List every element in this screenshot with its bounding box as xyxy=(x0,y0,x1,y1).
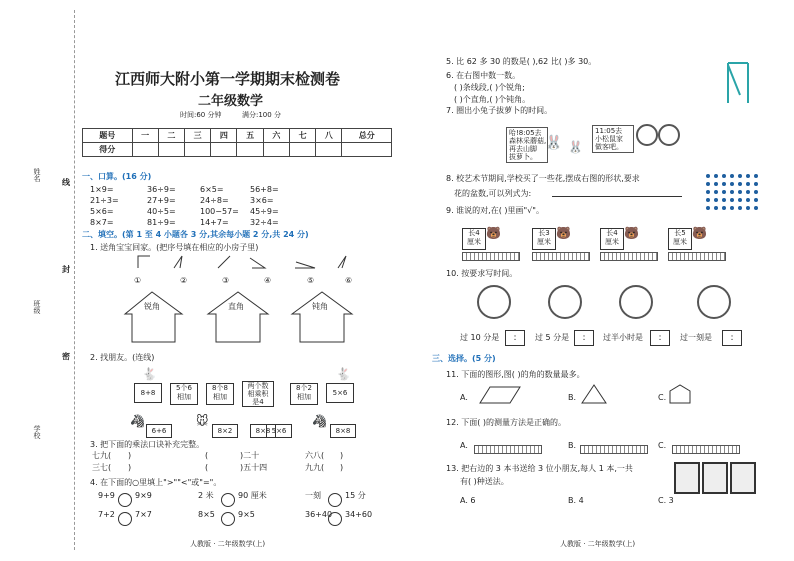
score-header: 五 xyxy=(237,129,263,143)
pentagon-shape xyxy=(670,385,690,403)
score-cell[interactable] xyxy=(211,143,237,157)
compare-right: 9×9 xyxy=(135,491,152,500)
q6-line-a: ( )条线段,( )个锐角; xyxy=(454,83,525,92)
speech-bubble-1: 哈!8:05去 森林采蘑菇, 再去山脚 拔萝卜。 xyxy=(506,127,548,163)
flower-dot xyxy=(722,198,726,202)
q11-option[interactable]: A. xyxy=(460,393,468,402)
flower-dot xyxy=(754,190,758,194)
flower-dot xyxy=(738,190,742,194)
score-info: 满分:100 分 xyxy=(242,111,281,119)
compare-circle[interactable] xyxy=(221,508,235,527)
angle-3 xyxy=(218,256,230,268)
oral-item: 3×6= xyxy=(250,196,274,205)
bottom-card[interactable]: 8×8 xyxy=(330,424,356,438)
q10-label: 过 5 分是 xyxy=(535,333,570,342)
q10-text: 10. 按要求写时间。 xyxy=(446,269,518,278)
angle-4 xyxy=(250,258,265,268)
side-label-class: 班级 xyxy=(33,300,41,314)
ruler xyxy=(462,252,520,261)
flower-dot xyxy=(754,182,758,186)
mult-item: ( xyxy=(205,451,209,460)
angle-num: ① xyxy=(134,276,142,285)
oral-item: 6×5= xyxy=(200,185,224,194)
q10-label: 过一刻是 xyxy=(680,333,712,342)
lines-figure xyxy=(720,55,760,110)
compare-circle[interactable] xyxy=(328,508,342,527)
q8-answer-line[interactable] xyxy=(552,196,682,197)
mult-item: ( xyxy=(205,463,209,472)
angle-6 xyxy=(338,256,346,268)
bear-icon: 🐻 xyxy=(624,226,639,240)
score-header: 八 xyxy=(316,129,342,143)
flower-dot xyxy=(722,190,726,194)
angle-5 xyxy=(295,262,315,268)
flower-dot xyxy=(746,182,750,186)
flower-dot xyxy=(722,206,726,210)
side-mark-secret: 密 xyxy=(62,352,70,361)
flower-dot xyxy=(730,182,734,186)
triangle-shape xyxy=(582,385,606,403)
compare-right: 7×7 xyxy=(135,510,152,519)
book-icon xyxy=(730,462,756,494)
bottom-card[interactable]: 8×8 xyxy=(250,424,276,438)
compare-right: 34+60 xyxy=(345,510,373,519)
flower-dot xyxy=(714,198,718,202)
right-footer: 人教版 · 二年级数学(上) xyxy=(560,540,636,548)
compare-left: 2 米 xyxy=(198,491,214,500)
q2-text: 2. 找朋友。(连线) xyxy=(90,353,155,362)
q3-text: 3. 把下面的乘法口诀补充完整。 xyxy=(90,440,205,449)
compare-left: 36+40 xyxy=(305,510,333,519)
bear-icon: 🐻 xyxy=(486,226,501,240)
side-mark-line: 线 xyxy=(62,178,70,187)
bear-icon: 🐻 xyxy=(692,226,707,240)
ruler xyxy=(474,445,542,454)
q10-label: 过半小时是 xyxy=(603,333,643,342)
flower-dot xyxy=(706,182,710,186)
mult-item: ) xyxy=(128,451,132,460)
flower-dot xyxy=(714,182,718,186)
oral-item: 36÷9= xyxy=(147,185,176,194)
q6-line-b: ( )个直角,( )个钝角。 xyxy=(454,95,531,104)
compare-left: 9+9 xyxy=(98,491,115,500)
q12-option[interactable]: C. xyxy=(658,441,667,450)
house-obtuse xyxy=(292,292,352,342)
ruler xyxy=(668,252,726,261)
flower-dot xyxy=(738,182,742,186)
flower-dot xyxy=(754,198,758,202)
angle-num: ② xyxy=(180,276,188,285)
shapes-figure xyxy=(470,383,710,409)
q13-text-2: 有( )种送法。 xyxy=(460,477,509,486)
q13-option[interactable]: A. 6 xyxy=(460,496,476,505)
house-label: 锐角 xyxy=(144,302,160,311)
q7-text: 7. 圈出小兔子拔萝卜的时间。 xyxy=(446,106,553,115)
flower-dot xyxy=(706,174,710,178)
q5-text: 5. 比 62 多 30 的数是( ),62 比( )多 30。 xyxy=(446,57,597,66)
score-cell[interactable] xyxy=(342,143,392,157)
mult-item: ) xyxy=(340,463,344,472)
oral-item: 24÷8= xyxy=(200,196,229,205)
time-answer-box[interactable]: : xyxy=(574,330,594,346)
flower-dot xyxy=(722,182,726,186)
angles-figure xyxy=(120,252,370,292)
flower-dot xyxy=(754,174,758,178)
score-header: 题号 xyxy=(83,129,133,143)
compare-left: 8×5 xyxy=(198,510,215,519)
score-row-label: 得分 xyxy=(83,143,133,157)
q11-text: 11. 下面的图形,图( )的角的数量最多。 xyxy=(446,370,585,379)
oral-item: 27+9= xyxy=(147,196,176,205)
houses-figure xyxy=(120,290,380,345)
mult-item: 七九( xyxy=(92,451,112,460)
top-card[interactable]: 两个数 相乘积 是4 xyxy=(242,381,274,407)
time-answer-box[interactable]: : xyxy=(650,330,670,346)
flower-dot xyxy=(738,206,742,210)
section2-title: 二、填空。(第 1 至 4 小题各 3 分,其余每小题 2 分,共 24 分) xyxy=(82,230,309,239)
q8-text-2: 花的盆数,可以列式为: xyxy=(454,189,532,198)
ruler xyxy=(672,445,740,454)
score-cell[interactable] xyxy=(263,143,289,157)
flower-dot xyxy=(730,198,734,202)
rabbit-icon: 🐇 xyxy=(142,367,157,381)
flower-dots xyxy=(706,174,766,219)
flower-dot xyxy=(746,174,750,178)
oral-item: 21÷3= xyxy=(90,196,119,205)
clock-icon[interactable] xyxy=(636,124,658,146)
time-answer-box[interactable]: : xyxy=(722,330,742,346)
rabbit-icon: 🐇 xyxy=(336,367,351,381)
score-cell[interactable] xyxy=(132,143,158,157)
score-cell[interactable] xyxy=(289,143,315,157)
compare-circle[interactable] xyxy=(118,489,132,508)
flower-dot xyxy=(730,174,734,178)
q9-label: 长4 厘米 xyxy=(600,228,624,250)
binding-line xyxy=(74,10,75,550)
score-header: 三 xyxy=(185,129,211,143)
oral-item: 14+7= xyxy=(200,218,229,227)
oral-item: 56+8= xyxy=(250,185,279,194)
q12-option[interactable]: B. xyxy=(568,441,577,450)
q13-option[interactable]: C. 3 xyxy=(658,496,674,505)
bear-icon: 🐻 xyxy=(556,226,571,240)
angle-num: ⑤ xyxy=(307,276,315,285)
exam-title: 江西师大附小第一学期期末检测卷 xyxy=(115,70,341,88)
score-cell[interactable] xyxy=(158,143,184,157)
mult-item: )二十 xyxy=(240,451,260,460)
book-icon xyxy=(702,462,728,494)
q9-label: 长4 厘米 xyxy=(462,228,486,250)
mult-item: 三七( xyxy=(92,463,112,472)
q13-text: 13. 把右边的 3 本书送给 3 位小朋友,每人 1 本,一共 xyxy=(446,464,633,473)
bottom-card[interactable]: 8×2 xyxy=(212,424,238,438)
section3-title: 三、选择。(5 分) xyxy=(432,354,496,363)
house-label: 直角 xyxy=(228,302,244,311)
oral-item: 1×9= xyxy=(90,185,114,194)
ruler xyxy=(532,252,590,261)
score-cell[interactable] xyxy=(237,143,263,157)
angle-2 xyxy=(174,256,182,268)
q11-option[interactable]: B. xyxy=(568,393,577,402)
angle-num: ④ xyxy=(264,276,272,285)
animal-icon: 🦓 xyxy=(312,414,327,428)
score-header: 七 xyxy=(289,129,315,143)
q9-label: 长5 厘米 xyxy=(668,228,692,250)
bottom-card[interactable]: 5×6 xyxy=(266,424,292,438)
side-label-school: 学校 xyxy=(33,425,41,439)
flower-dot xyxy=(714,174,718,178)
flower-dot xyxy=(738,174,742,178)
oral-item: 40÷5= xyxy=(147,207,176,216)
top-card[interactable]: 8个2 相加 xyxy=(290,383,318,405)
q13-option[interactable]: B. 4 xyxy=(568,496,584,505)
score-header: 一 xyxy=(132,129,158,143)
score-header: 总分 xyxy=(342,129,392,143)
house-acute xyxy=(125,292,182,342)
top-card[interactable]: 5×6 xyxy=(326,383,354,403)
flower-dot xyxy=(722,174,726,178)
house-right xyxy=(208,292,268,342)
angle-num: ⑥ xyxy=(345,276,353,285)
angle-num: ③ xyxy=(222,276,230,285)
angle-1 xyxy=(138,256,150,268)
book-icon xyxy=(674,462,700,494)
clock-icon xyxy=(548,285,582,319)
animal-icon: 🐭 xyxy=(196,414,209,428)
oral-item: 8×7= xyxy=(90,218,114,227)
q11-option[interactable]: C. xyxy=(658,393,667,402)
score-header: 四 xyxy=(211,129,237,143)
oral-item: 100−57= xyxy=(200,207,239,216)
score-header: 二 xyxy=(158,129,184,143)
side-label-name: 姓名 xyxy=(33,168,41,182)
section1-title: 一、口算。(16 分) xyxy=(82,172,152,181)
animal-icon: 🦓 xyxy=(130,414,145,428)
mult-item: ) xyxy=(340,451,344,460)
compare-right: 15 分 xyxy=(345,491,366,500)
q10-label: 过 10 分是 xyxy=(460,333,500,342)
flower-dot xyxy=(746,206,750,210)
flower-dot xyxy=(738,198,742,202)
bottom-card[interactable]: 6+6 xyxy=(146,424,172,438)
time-info: 时间:60 分钟 xyxy=(180,111,222,119)
score-table xyxy=(82,128,392,157)
q9-label: 长3 厘米 xyxy=(532,228,556,250)
compare-left: 一刻 xyxy=(305,491,321,500)
compare-right: 9×5 xyxy=(238,510,255,519)
mult-item: )五十四 xyxy=(240,463,268,472)
top-card[interactable]: 5个6 相加 xyxy=(170,383,198,405)
q4-text: 4. 在下面的○里填上">""<"或"="。 xyxy=(90,478,222,487)
oral-item: 32÷4= xyxy=(250,218,279,227)
oral-item: 5×6= xyxy=(90,207,114,216)
top-card[interactable]: 8个8 相加 xyxy=(206,383,234,405)
q12-text: 12. 下面( )的测量方法是正确的。 xyxy=(446,418,567,427)
compare-left: 7+2 xyxy=(98,510,115,519)
q6-text: 6. 在右图中数一数。 xyxy=(446,71,521,80)
time-answer-box[interactable]: : xyxy=(505,330,525,346)
compare-circle[interactable] xyxy=(118,508,132,527)
oral-item: 45÷9= xyxy=(250,207,279,216)
exam-subtitle: 二年级数学 xyxy=(198,94,264,109)
parallelogram-shape xyxy=(480,387,520,403)
score-cell[interactable] xyxy=(185,143,211,157)
compare-circle[interactable] xyxy=(328,489,342,508)
rabbit-icon: 🐰 xyxy=(568,140,583,154)
flower-dot xyxy=(754,206,758,210)
flower-dot xyxy=(714,190,718,194)
mult-item: ) xyxy=(128,463,132,472)
speech-bubble-2: 11:05去 小松鼠家 做客吧。 xyxy=(592,125,634,153)
flower-dot xyxy=(706,190,710,194)
q12-option[interactable]: A. xyxy=(460,441,468,450)
clock-icon[interactable] xyxy=(658,124,680,146)
compare-circle[interactable] xyxy=(221,489,235,508)
left-footer: 人教版 · 二年级数学(上) xyxy=(190,540,266,548)
mult-item: 九九( xyxy=(305,463,325,472)
q1-text: 1. 送角宝宝回家。(把序号填在相应的小房子里) xyxy=(90,243,259,252)
top-card[interactable]: 8+8 xyxy=(134,383,162,403)
flower-dot xyxy=(706,206,710,210)
clock-icon xyxy=(477,285,511,319)
compare-right: 90 厘米 xyxy=(238,491,267,500)
mult-item: 六八( xyxy=(305,451,325,460)
q8-text: 8. 校艺术节期间,学校买了一些花,摆成右图的形状,要求 xyxy=(446,174,640,183)
rabbit-icon: 🐰 xyxy=(545,135,563,151)
ruler xyxy=(580,445,648,454)
house-label: 钝角 xyxy=(312,302,328,311)
side-mark-seal: 封 xyxy=(62,265,70,274)
ruler xyxy=(600,252,658,261)
flower-dot xyxy=(746,190,750,194)
flower-dot xyxy=(714,206,718,210)
clock-icon xyxy=(697,285,731,319)
clock-icon xyxy=(619,285,653,319)
q9-text: 9. 谁说的对,在( )里画"√"。 xyxy=(446,206,544,215)
flower-dot xyxy=(746,198,750,202)
score-cell[interactable] xyxy=(316,143,342,157)
flower-dot xyxy=(706,198,710,202)
flower-dot xyxy=(730,206,734,210)
oral-item: 81÷9= xyxy=(147,218,176,227)
flower-dot xyxy=(730,190,734,194)
score-header: 六 xyxy=(263,129,289,143)
